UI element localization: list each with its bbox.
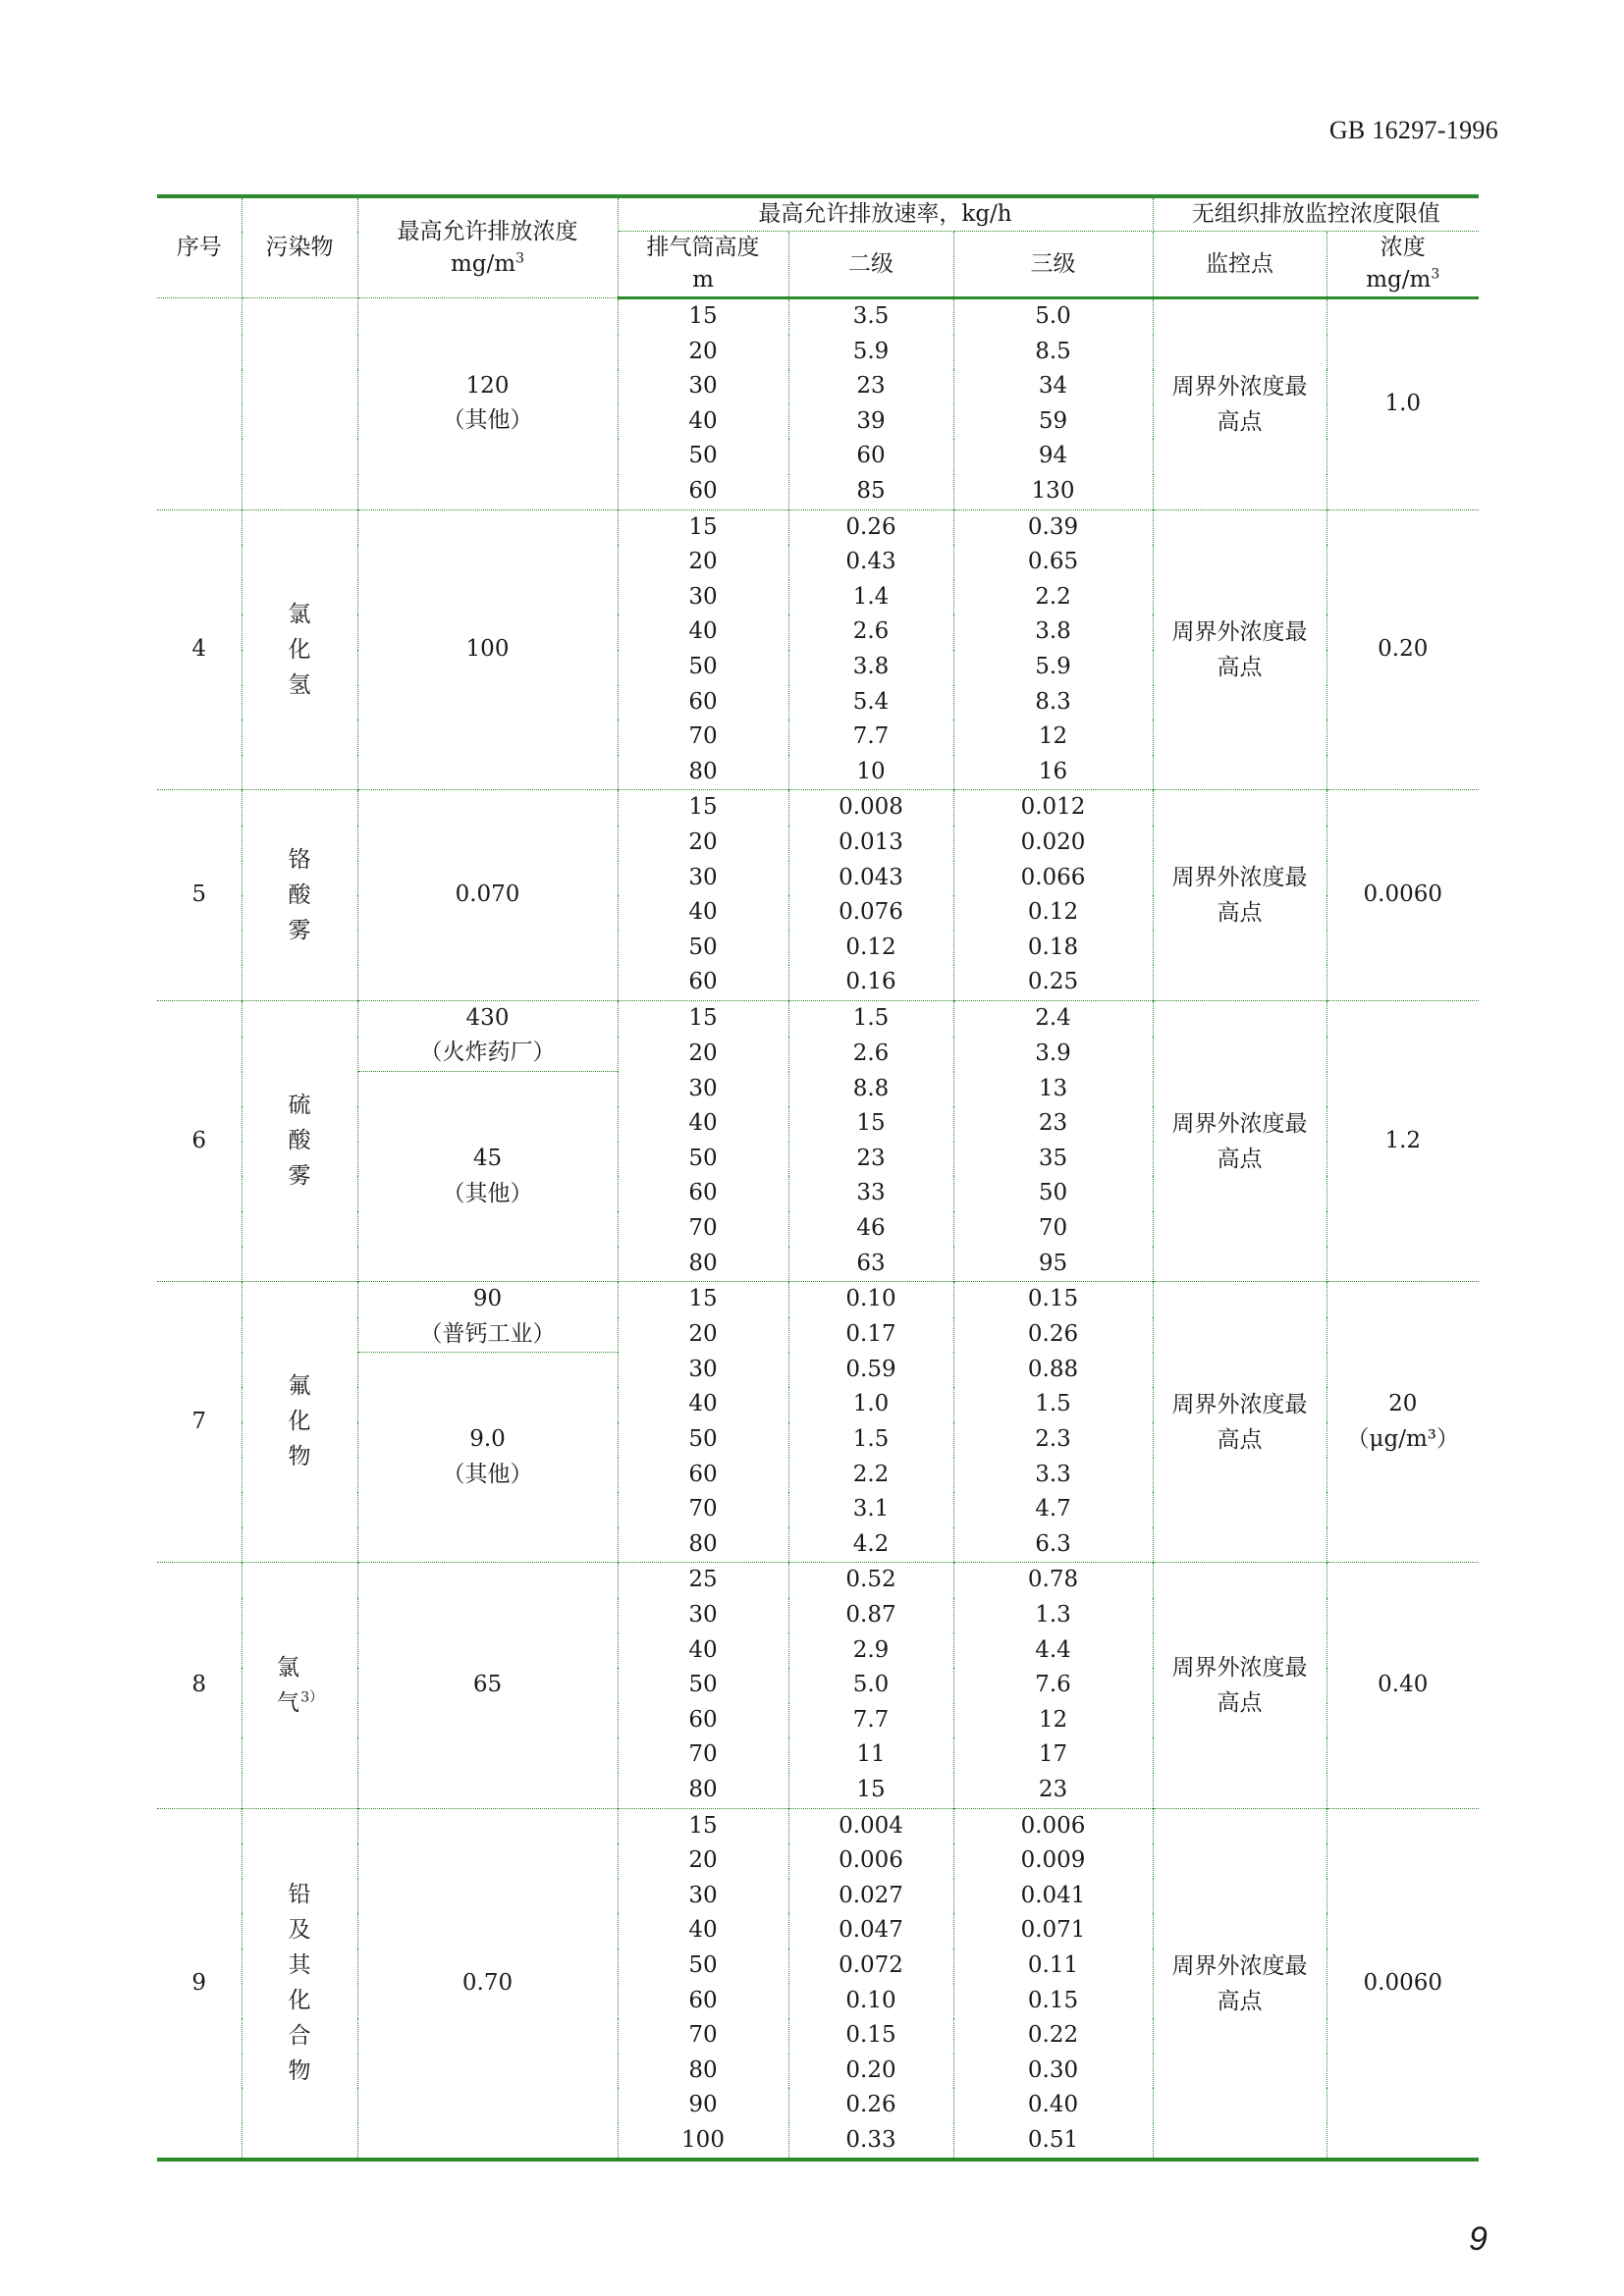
pollutant-cell <box>242 298 357 510</box>
stack-height-cell: 20 <box>618 1037 788 1072</box>
pollutant-cell <box>242 1000 357 1281</box>
stack-height-cell: 80 <box>618 1773 788 1808</box>
pollutant-cell <box>242 1808 357 2160</box>
stack-height-cell: 70 <box>618 720 788 755</box>
seq-cell: 8 <box>157 1563 242 1808</box>
level2-rate-cell: 23 <box>788 369 953 404</box>
level3-rate-cell: 0.26 <box>953 1317 1153 1353</box>
level2-rate-cell: 2.9 <box>788 1633 953 1669</box>
level3-rate-cell: 94 <box>953 439 1153 474</box>
max-concentration-cell <box>357 509 618 790</box>
stack-height-cell: 25 <box>618 1563 788 1598</box>
concentration-limit-value: 1.0 <box>1384 390 1422 416</box>
stack-height-cell: 40 <box>618 404 788 440</box>
stack-height-cell: 70 <box>618 1211 788 1247</box>
concentration-limit-value: 0.40 <box>1378 1672 1429 1698</box>
table-row <box>157 1808 1479 1843</box>
level2-rate-cell: 0.004 <box>788 1808 953 1843</box>
stack-height-cell: 60 <box>618 965 788 1000</box>
header-max-rate: 最高允许排放速率，kg/h <box>618 196 1153 232</box>
level2-rate-cell: 2.2 <box>788 1458 953 1493</box>
monitor-point-cell <box>1153 509 1326 790</box>
level3-rate-cell: 12 <box>953 720 1153 755</box>
level2-rate-cell: 3.5 <box>788 298 953 335</box>
stack-height-cell: 40 <box>618 1387 788 1422</box>
stack-height-cell: 40 <box>618 1633 788 1669</box>
level3-rate-cell: 1.5 <box>953 1387 1153 1422</box>
level3-rate-cell: 2.4 <box>953 1000 1153 1036</box>
monitor-point-text: 周界外浓度最高点 <box>1171 1110 1308 1172</box>
level2-rate-cell: 1.0 <box>788 1387 953 1422</box>
stack-height-cell: 20 <box>618 1843 788 1879</box>
level3-rate-cell: 0.40 <box>953 2088 1153 2123</box>
stack-height-cell: 50 <box>618 1668 788 1703</box>
level3-rate-cell: 70 <box>953 1211 1153 1247</box>
level3-rate-cell: 130 <box>953 474 1153 509</box>
stack-height-cell: 15 <box>618 1282 788 1317</box>
monitor-point-cell <box>1153 1000 1326 1281</box>
stack-height-cell: 50 <box>618 931 788 966</box>
header-fugitive: 无组织排放监控浓度限值 <box>1153 196 1479 232</box>
stack-height-cell: 80 <box>618 1247 788 1282</box>
level3-rate-cell: 3.9 <box>953 1037 1153 1072</box>
level3-rate-cell: 23 <box>953 1773 1153 1808</box>
stack-height-cell: 70 <box>618 1737 788 1773</box>
stack-height-cell: 15 <box>618 1000 788 1036</box>
level2-rate-cell: 0.52 <box>788 1563 953 1598</box>
table-row <box>157 1563 1479 1598</box>
max-concentration-cell <box>357 1353 618 1563</box>
monitor-point-cell <box>1153 1282 1326 1563</box>
level2-rate-cell: 0.076 <box>788 895 953 931</box>
monitor-point-text: 周界外浓度最高点 <box>1171 1654 1308 1716</box>
header-concentration <box>1326 232 1479 298</box>
level3-rate-cell: 3.3 <box>953 1458 1153 1493</box>
stack-height-cell: 60 <box>618 685 788 721</box>
level3-rate-cell: 1.3 <box>953 1598 1153 1633</box>
level2-rate-cell: 1.5 <box>788 1422 953 1458</box>
level2-rate-cell: 33 <box>788 1176 953 1211</box>
header-concentration-label: 浓度 <box>1380 235 1426 260</box>
level2-rate-cell: 0.006 <box>788 1843 953 1879</box>
stack-height-cell: 20 <box>618 1317 788 1353</box>
header-stack-height <box>618 232 788 298</box>
monitor-point-text: 周界外浓度最高点 <box>1171 618 1308 680</box>
concentration-limit-cell <box>1326 509 1479 790</box>
level2-rate-cell: 0.59 <box>788 1353 953 1388</box>
header-monitor-point: 监控点 <box>1153 232 1326 298</box>
stack-height-cell: 80 <box>618 1527 788 1563</box>
header-max-concentration-unit: mg/m <box>450 250 516 277</box>
stack-height-cell: 50 <box>618 1422 788 1458</box>
monitor-point-text: 周界外浓度最高点 <box>1171 1952 1308 2014</box>
monitor-point-text: 周界外浓度最高点 <box>1171 373 1308 435</box>
monitor-point-cell <box>1153 1563 1326 1808</box>
standard-code: GB 16297-1996 <box>1328 116 1498 144</box>
level3-rate-cell: 2.3 <box>953 1422 1153 1458</box>
level3-rate-cell: 34 <box>953 369 1153 404</box>
concentration-limit-cell <box>1326 790 1479 1001</box>
stack-height-cell: 30 <box>618 1598 788 1633</box>
seq-cell: 5 <box>157 790 242 1001</box>
level3-rate-cell: 7.6 <box>953 1668 1153 1703</box>
level2-rate-cell: 7.7 <box>788 720 953 755</box>
monitor-point-text: 周界外浓度最高点 <box>1171 1391 1308 1453</box>
concentration-limit-value: 20 <box>1388 1391 1418 1417</box>
concentration-limit-cell <box>1326 1563 1479 1808</box>
header-concentration-unit: mg/m <box>1366 267 1432 293</box>
table-row <box>157 298 1479 335</box>
level3-rate-cell: 23 <box>953 1106 1153 1142</box>
stack-height-cell: 40 <box>618 614 788 650</box>
level3-rate-cell: 0.11 <box>953 1949 1153 1984</box>
pollutant-cell <box>242 1282 357 1563</box>
stack-height-cell: 100 <box>618 2123 788 2161</box>
level2-rate-cell: 1.5 <box>788 1000 953 1036</box>
level2-rate-cell: 0.027 <box>788 1879 953 1914</box>
pollutant-name: 氯气 <box>277 1654 300 1716</box>
header-seq: 序号 <box>157 196 242 298</box>
stack-height-cell: 20 <box>618 545 788 580</box>
emission-limits-table <box>157 194 1479 2162</box>
concentration-value: 120 <box>465 372 510 399</box>
header-max-concentration <box>357 196 618 298</box>
header-level2: 二级 <box>788 232 953 298</box>
header-stack-height-unit: m <box>692 267 714 293</box>
pollutant-name: 硫酸雾 <box>288 1093 311 1190</box>
level2-rate-cell: 46 <box>788 1211 953 1247</box>
concentration-value: 65 <box>472 1672 503 1698</box>
page-number: 9 <box>1469 2220 1488 2258</box>
concentration-limit-value: 0.20 <box>1378 636 1429 663</box>
level3-rate-cell: 3.8 <box>953 614 1153 650</box>
level3-rate-cell: 0.009 <box>953 1843 1153 1879</box>
stack-height-cell: 60 <box>618 474 788 509</box>
level2-rate-cell: 5.0 <box>788 1668 953 1703</box>
level3-rate-cell: 8.3 <box>953 685 1153 721</box>
level2-rate-cell: 0.043 <box>788 861 953 896</box>
level2-rate-cell: 3.1 <box>788 1492 953 1527</box>
concentration-limit-cell <box>1326 1282 1479 1563</box>
level2-rate-cell: 23 <box>788 1142 953 1177</box>
header-max-concentration-label: 最高允许排放浓度 <box>397 218 578 244</box>
level3-rate-cell: 0.51 <box>953 2123 1153 2161</box>
level2-rate-cell: 0.26 <box>788 2088 953 2123</box>
stack-height-cell: 30 <box>618 1353 788 1388</box>
level2-rate-cell: 0.013 <box>788 826 953 861</box>
concentration-note: （其他） <box>442 407 533 434</box>
level3-rate-cell: 12 <box>953 1703 1153 1738</box>
stack-height-cell: 80 <box>618 2054 788 2089</box>
level3-rate-cell: 0.066 <box>953 861 1153 896</box>
max-concentration-cell <box>357 790 618 1001</box>
stack-height-cell: 60 <box>618 1703 788 1738</box>
stack-height-cell: 30 <box>618 1879 788 1914</box>
level2-rate-cell: 0.047 <box>788 1913 953 1949</box>
level3-rate-cell: 4.7 <box>953 1492 1153 1527</box>
level2-rate-cell: 8.8 <box>788 1072 953 1107</box>
level2-rate-cell: 0.10 <box>788 1282 953 1317</box>
stack-height-cell: 30 <box>618 861 788 896</box>
stack-height-cell: 50 <box>618 439 788 474</box>
header-max-concentration-unit-sup: 3 <box>515 249 524 266</box>
level3-rate-cell: 0.15 <box>953 1984 1153 2019</box>
level3-rate-cell: 0.006 <box>953 1808 1153 1843</box>
max-concentration-cell <box>357 298 618 510</box>
concentration-value: 90 <box>472 1286 503 1312</box>
level2-rate-cell: 0.10 <box>788 1984 953 2019</box>
concentration-value: 100 <box>465 636 510 663</box>
level3-rate-cell: 0.15 <box>953 1282 1153 1317</box>
header-pollutant: 污染物 <box>242 196 357 298</box>
pollutant-cell <box>242 1563 357 1808</box>
table-row <box>157 790 1479 826</box>
concentration-value: 0.070 <box>455 881 520 908</box>
seq-cell: 4 <box>157 509 242 790</box>
level2-rate-cell: 5.4 <box>788 685 953 721</box>
level3-rate-cell: 0.041 <box>953 1879 1153 1914</box>
pollutant-cell <box>242 509 357 790</box>
level3-rate-cell: 0.071 <box>953 1913 1153 1949</box>
max-concentration-cell <box>357 1282 618 1353</box>
table-row <box>157 509 1479 545</box>
level3-rate-cell: 5.0 <box>953 298 1153 335</box>
level2-rate-cell: 0.15 <box>788 2018 953 2054</box>
concentration-limit-cell <box>1326 298 1479 510</box>
level3-rate-cell: 0.88 <box>953 1353 1153 1388</box>
stack-height-cell: 20 <box>618 826 788 861</box>
stack-height-cell: 40 <box>618 1106 788 1142</box>
stack-height-cell: 15 <box>618 298 788 335</box>
level2-rate-cell: 11 <box>788 1737 953 1773</box>
level2-rate-cell: 0.20 <box>788 2054 953 2089</box>
max-concentration-cell <box>357 1000 618 1071</box>
level3-rate-cell: 59 <box>953 404 1153 440</box>
concentration-value: 9.0 <box>469 1426 506 1453</box>
level3-rate-cell: 4.4 <box>953 1633 1153 1669</box>
stack-height-cell: 70 <box>618 1492 788 1527</box>
level3-rate-cell: 50 <box>953 1176 1153 1211</box>
stack-height-cell: 15 <box>618 509 788 545</box>
concentration-limit-value: 0.0060 <box>1363 881 1442 908</box>
level3-rate-cell: 0.012 <box>953 790 1153 826</box>
level2-rate-cell: 0.33 <box>788 2123 953 2161</box>
stack-height-cell: 40 <box>618 895 788 931</box>
concentration-note: （其他） <box>442 1461 533 1487</box>
stack-height-cell: 90 <box>618 2088 788 2123</box>
pollutant-name: 铅及其化合物 <box>288 1882 311 2085</box>
level2-rate-cell: 60 <box>788 439 953 474</box>
level3-rate-cell: 2.2 <box>953 580 1153 615</box>
monitor-point-cell <box>1153 1808 1326 2160</box>
pollutant-name: 铬酸雾 <box>288 846 311 943</box>
level2-rate-cell: 39 <box>788 404 953 440</box>
level2-rate-cell: 0.87 <box>788 1598 953 1633</box>
level2-rate-cell: 4.2 <box>788 1527 953 1563</box>
concentration-note: （其他） <box>442 1180 533 1206</box>
stack-height-cell: 15 <box>618 1808 788 1843</box>
concentration-limit-cell <box>1326 1000 1479 1281</box>
concentration-note: （火炸药厂） <box>419 1040 556 1066</box>
seq-cell: 7 <box>157 1282 242 1563</box>
pollutant-name: 氟化物 <box>288 1373 311 1470</box>
level2-rate-cell: 0.26 <box>788 509 953 545</box>
stack-height-cell: 20 <box>618 335 788 370</box>
table-row <box>157 1000 1479 1036</box>
level2-rate-cell: 2.6 <box>788 1037 953 1072</box>
concentration-value: 0.70 <box>461 1969 514 1996</box>
stack-height-cell: 70 <box>618 2018 788 2054</box>
level3-rate-cell: 8.5 <box>953 335 1153 370</box>
level2-rate-cell: 0.17 <box>788 1317 953 1353</box>
level3-rate-cell: 13 <box>953 1072 1153 1107</box>
level3-rate-cell: 0.020 <box>953 826 1153 861</box>
level3-rate-cell: 0.65 <box>953 545 1153 580</box>
stack-height-cell: 30 <box>618 580 788 615</box>
seq-cell: 9 <box>157 1808 242 2160</box>
level2-rate-cell: 15 <box>788 1106 953 1142</box>
level3-rate-cell: 0.39 <box>953 509 1153 545</box>
level3-rate-cell: 0.25 <box>953 965 1153 1000</box>
level3-rate-cell: 0.22 <box>953 2018 1153 2054</box>
level2-rate-cell: 0.43 <box>788 545 953 580</box>
level2-rate-cell: 15 <box>788 1773 953 1808</box>
level2-rate-cell: 7.7 <box>788 1703 953 1738</box>
max-concentration-cell <box>357 1072 618 1282</box>
header-concentration-unit-sup: 3 <box>1431 266 1440 283</box>
header-level3: 三级 <box>953 232 1153 298</box>
table-row <box>157 1282 1479 1317</box>
level3-rate-cell: 0.78 <box>953 1563 1153 1598</box>
concentration-note: （普钙工业） <box>419 1320 556 1347</box>
level2-rate-cell: 85 <box>788 474 953 509</box>
level2-rate-cell: 5.9 <box>788 335 953 370</box>
stack-height-cell: 40 <box>618 1913 788 1949</box>
level3-rate-cell: 0.30 <box>953 2054 1153 2089</box>
seq-cell: 6 <box>157 1000 242 1281</box>
level3-rate-cell: 17 <box>953 1737 1153 1773</box>
level3-rate-cell: 6.3 <box>953 1527 1153 1563</box>
max-concentration-cell <box>357 1563 618 1808</box>
level2-rate-cell: 3.8 <box>788 650 953 685</box>
concentration-value: 430 <box>465 1004 510 1031</box>
level2-rate-cell: 0.12 <box>788 931 953 966</box>
stack-height-cell: 30 <box>618 369 788 404</box>
level3-rate-cell: 0.18 <box>953 931 1153 966</box>
pollutant-cell <box>242 790 357 1001</box>
level2-rate-cell: 1.4 <box>788 580 953 615</box>
max-concentration-cell <box>357 1808 618 2160</box>
level3-rate-cell: 0.12 <box>953 895 1153 931</box>
stack-height-cell: 50 <box>618 650 788 685</box>
stack-height-cell: 15 <box>618 790 788 826</box>
level3-rate-cell: 5.9 <box>953 650 1153 685</box>
level2-rate-cell: 63 <box>788 1247 953 1282</box>
stack-height-cell: 50 <box>618 1142 788 1177</box>
stack-height-cell: 60 <box>618 1984 788 2019</box>
stack-height-cell: 50 <box>618 1949 788 1984</box>
level2-rate-cell: 10 <box>788 755 953 790</box>
stack-height-cell: 30 <box>618 1072 788 1107</box>
concentration-limit-cell <box>1326 1808 1479 2160</box>
level2-rate-cell: 2.6 <box>788 614 953 650</box>
level2-rate-cell: 0.008 <box>788 790 953 826</box>
level3-rate-cell: 16 <box>953 755 1153 790</box>
header-stack-height-label: 排气筒高度 <box>646 235 760 260</box>
concentration-value: 45 <box>472 1146 503 1171</box>
monitor-point-cell <box>1153 790 1326 1001</box>
concentration-limit-value: 1.2 <box>1384 1127 1422 1153</box>
concentration-limit-value: 0.0060 <box>1363 1969 1442 1996</box>
stack-height-cell: 60 <box>618 1176 788 1211</box>
concentration-limit-unit: （μg/m³） <box>1346 1425 1459 1452</box>
level2-rate-cell: 0.072 <box>788 1949 953 1984</box>
table-body <box>157 298 1479 2161</box>
pollutant-footnote: 3） <box>300 1689 324 1705</box>
seq-cell <box>157 298 242 510</box>
pollutant-name: 氯化氢 <box>288 601 311 698</box>
monitor-point-text: 周界外浓度最高点 <box>1171 865 1308 927</box>
stack-height-cell: 60 <box>618 1458 788 1493</box>
level3-rate-cell: 35 <box>953 1142 1153 1177</box>
stack-height-cell: 80 <box>618 755 788 790</box>
level2-rate-cell: 0.16 <box>788 965 953 1000</box>
monitor-point-cell <box>1153 298 1326 510</box>
level3-rate-cell: 95 <box>953 1247 1153 1282</box>
